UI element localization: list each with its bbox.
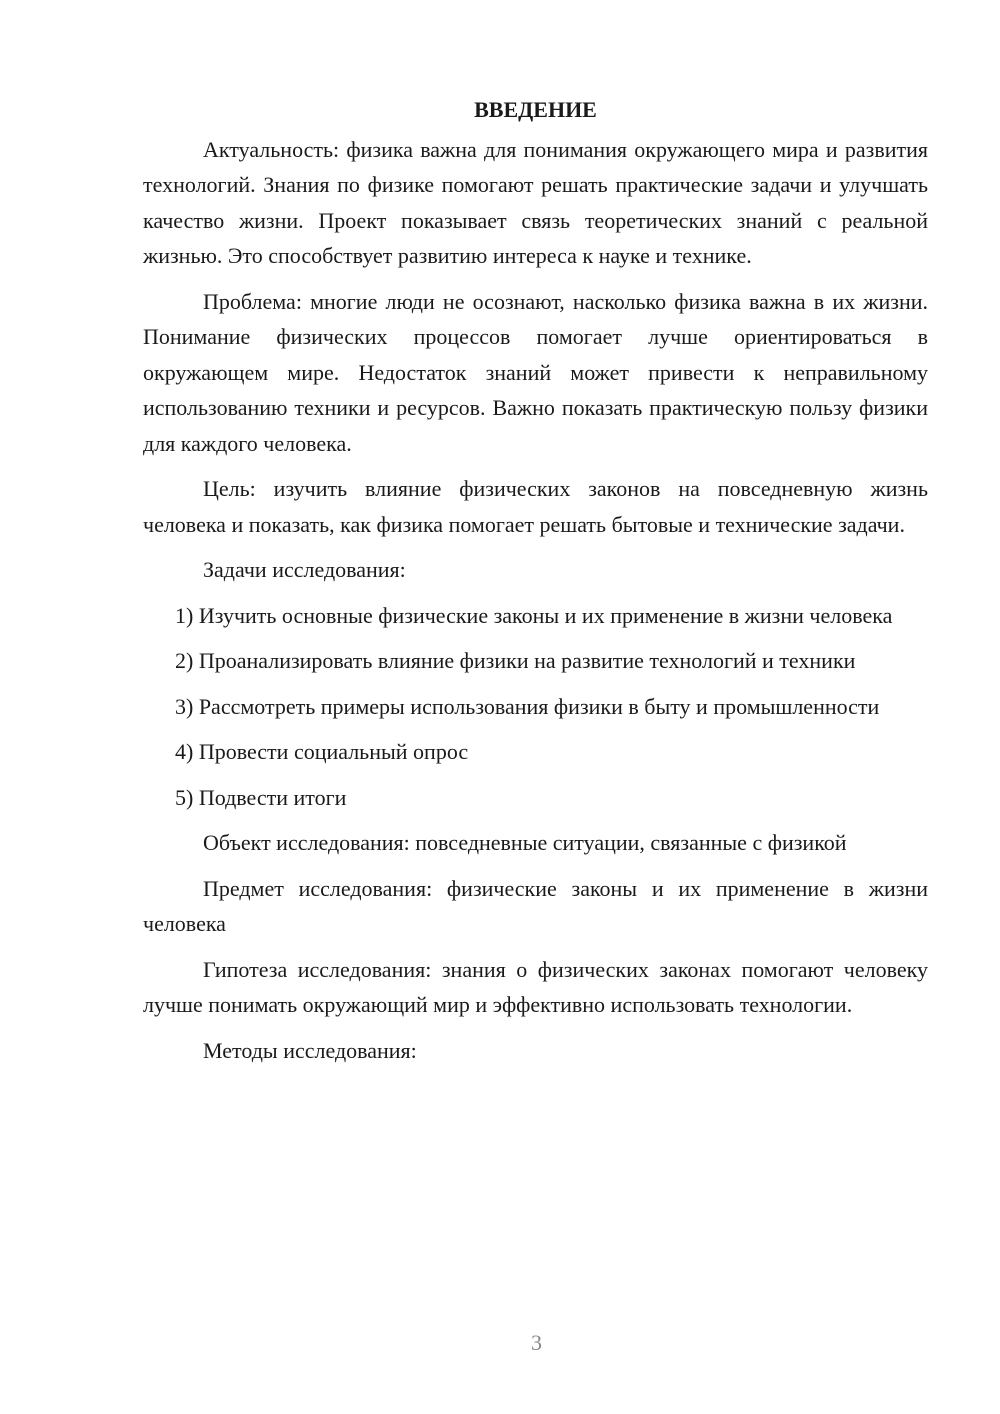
relevance-paragraph: Актуальность: физика важна для понимания окружающего мира и развития технологий. Знания по физике помогают решать практические задачи и улучшать качество жизни. Проект показывает связь теоретических знаний с реальной жизнью. Это способствует развитию интереса к науке и технике. (143, 136, 928, 268)
subject-paragraph: Предмет исследования: физические законы и их применение в жизни человека (143, 875, 928, 936)
object-paragraph: Объект исследования: повседневные ситуации, связанные с физикой (203, 830, 847, 855)
hypothesis-paragraph: Гипотеза исследования: знания о физических законах помогают человеку лучше понимать окружающий мир и эффективно использовать технологии. (143, 956, 928, 1017)
task-item-1: 1) Изучить основные физические законы и их применение в жизни человека (175, 602, 893, 628)
tasks-heading: Задачи исследования: (203, 557, 406, 582)
page-number: 3 (531, 1330, 542, 1355)
task-item-2: 2) Проанализировать влияние физики на развитие технологий и техники (175, 648, 856, 673)
goal-paragraph: Цель: изучить влияние физических законов на повседневную жизнь человека и показать, как физика помогает решать бытовые и технические задачи. (143, 476, 928, 537)
page-content (143, 92, 928, 1078)
methods-heading: Методы исследования: (203, 1037, 417, 1063)
task-item-5: 5) Подвести итоги (175, 784, 347, 810)
problem-paragraph: Проблема: многие люди не осознают, насколько физика важна в их жизни. Понимание физических процессов помогает лучше ориентироваться в окружающем мире. Недостаток знаний может привести к неправильному использованию техники и ресурсов. Важно показать практическую пользу физики для каждого человека. (143, 288, 928, 456)
task-item-3: 3) Рассмотреть примеры использования физики в быту и промышленности (175, 693, 880, 719)
section-title: ВВЕДЕНИЕ (474, 97, 597, 122)
task-item-4: 4) Провести социальный опрос (175, 739, 469, 764)
